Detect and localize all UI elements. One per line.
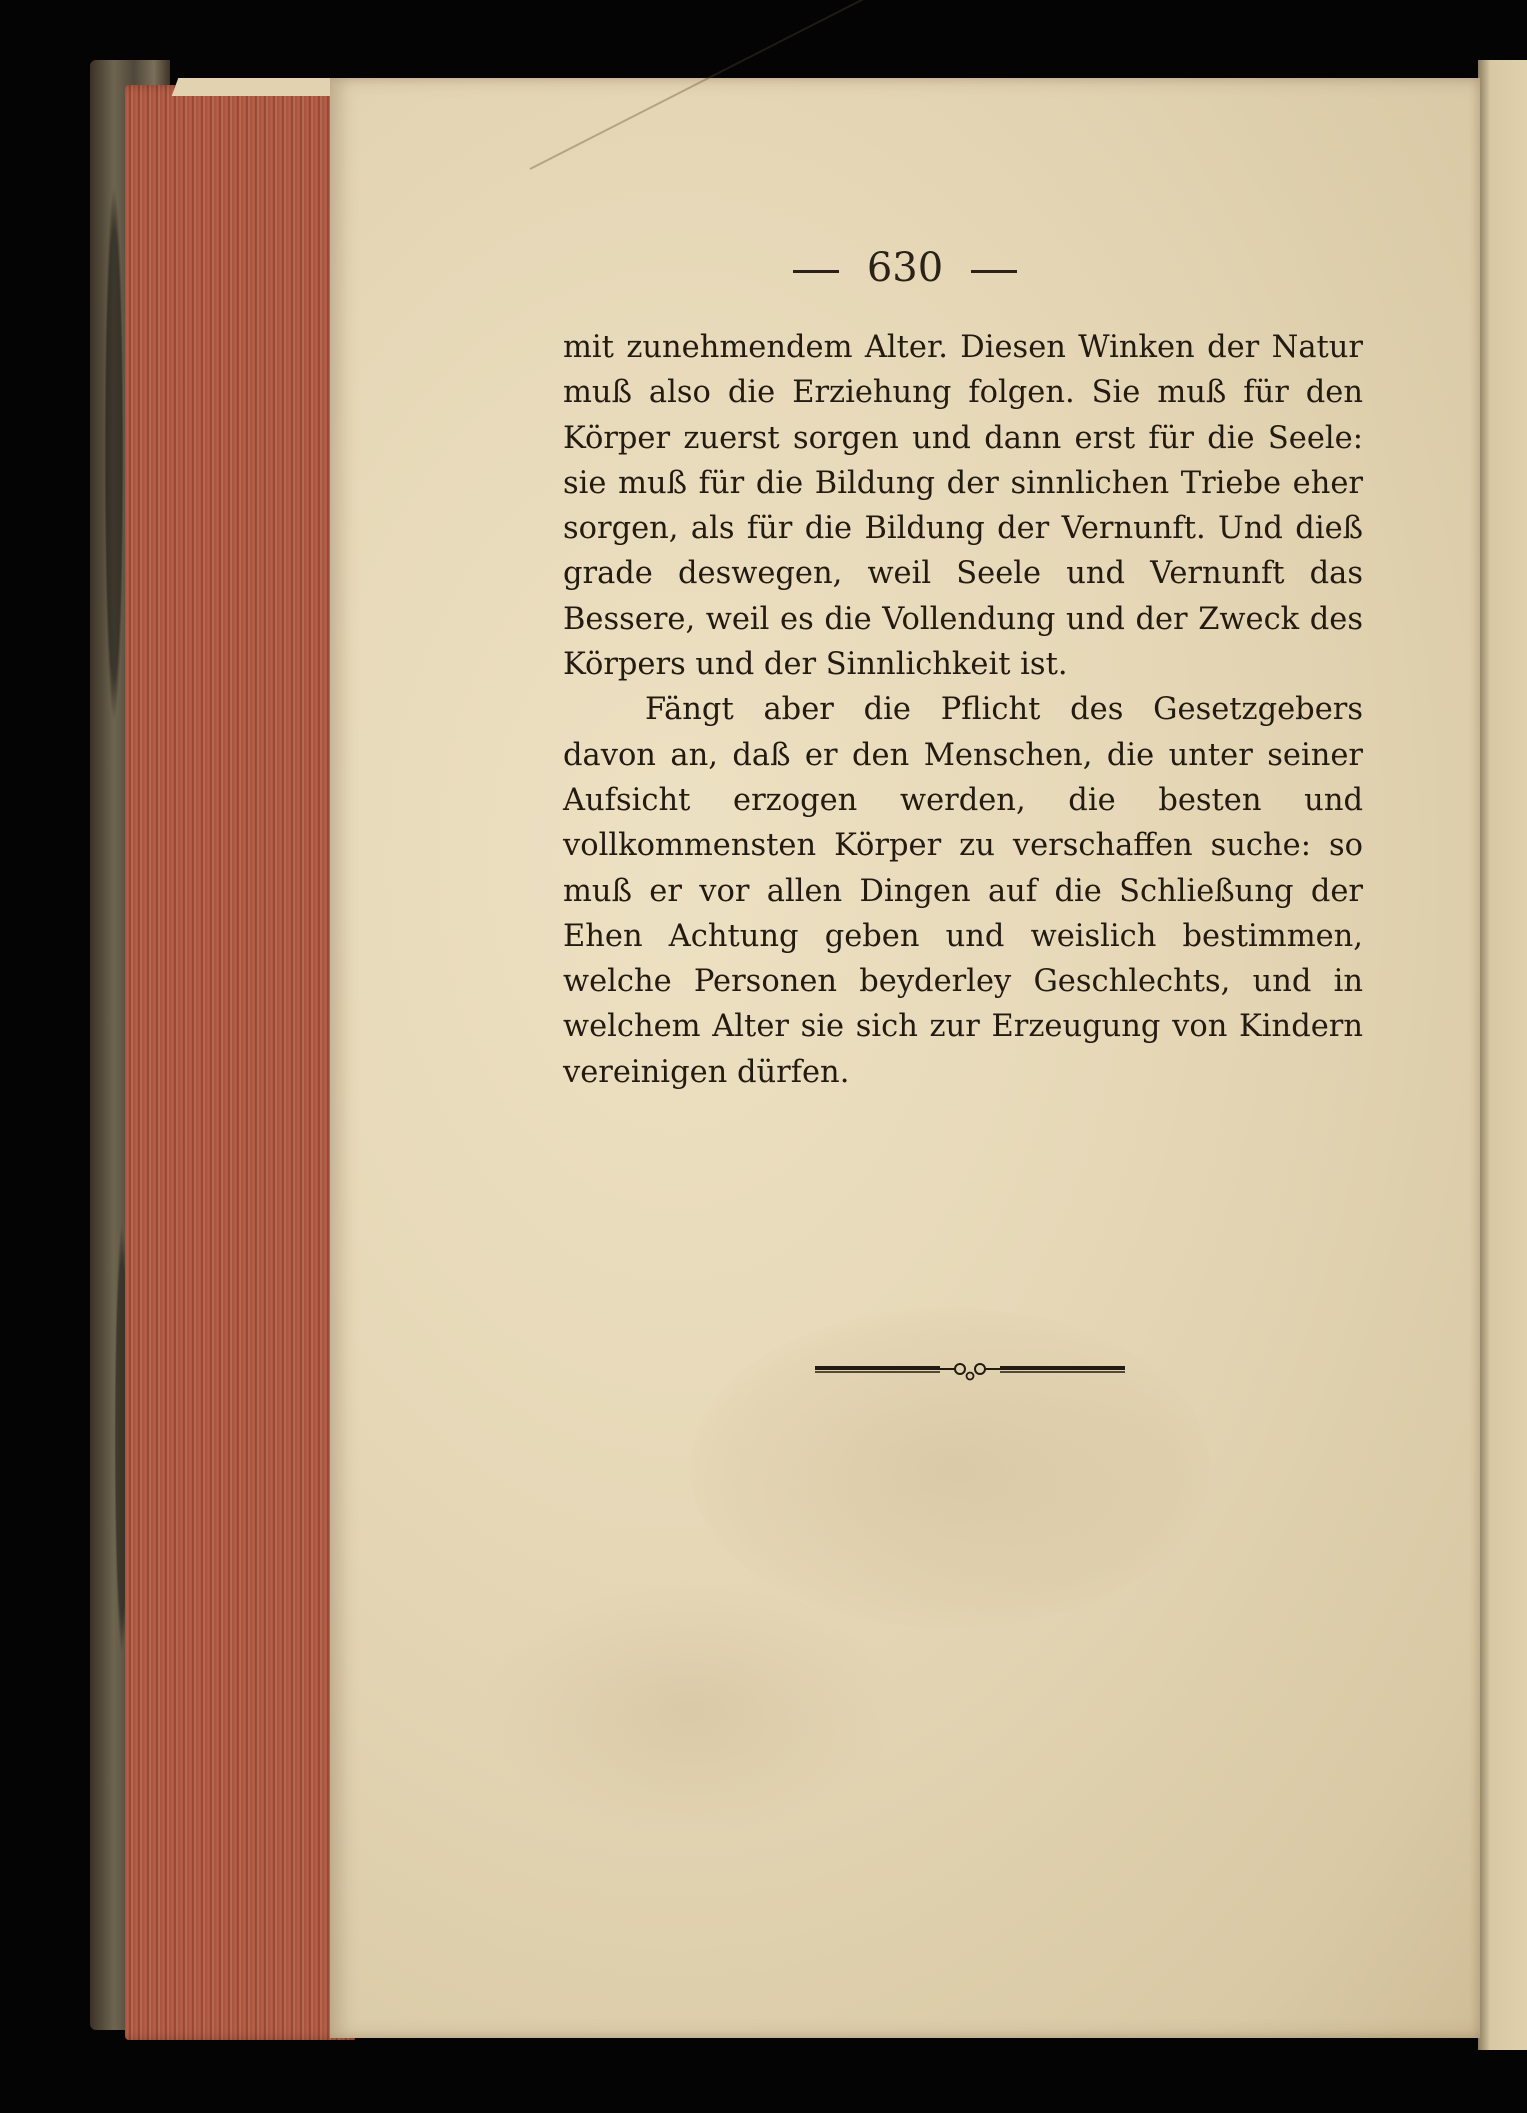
body-text xyxy=(563,325,1363,1095)
paper-stain xyxy=(690,1308,1210,1628)
paragraph: mit zunehmendem Alter. Diesen Winken der Natur muß also die Erziehung folgen. Sie muß für den Körper zuerst sorgen und dann erst für die Seele: sie muß für die Bildung der sinnlichen Triebe eher sorgen, als für die Bildung der Vernunft. Und dieß grade deswegen, weil Seele und Vernunft das Bessere, weil es die Vollendung und der Zweck des Körpers und der Sinnlichkeit ist. xyxy=(563,330,1363,683)
header-dash-left xyxy=(793,270,839,273)
facing-page-edge xyxy=(1478,60,1527,2050)
header-dash-right xyxy=(971,270,1017,273)
page-header xyxy=(330,245,1480,291)
page-crease xyxy=(530,0,905,170)
paper-stain xyxy=(480,1578,900,1838)
page-edges xyxy=(125,85,355,2040)
page-number: 630 xyxy=(866,245,944,291)
paragraph: Fängt aber die Pflicht des Gesetzgebers davon an, daß er den Menschen, die unter seiner Aufsicht erzogen werden, die besten und vollkommensten Körper zu verschaffen suche: so muß er vor allen Dingen auf die Schließung der Ehen Achtung geben und weislich bestimmen, welche Personen beyderley Geschlechts, und in welchem Alter sie sich zur Erzeugung von Kindern vereinigen dürfen. xyxy=(563,692,1363,1090)
ornament-rule xyxy=(810,1358,1130,1382)
